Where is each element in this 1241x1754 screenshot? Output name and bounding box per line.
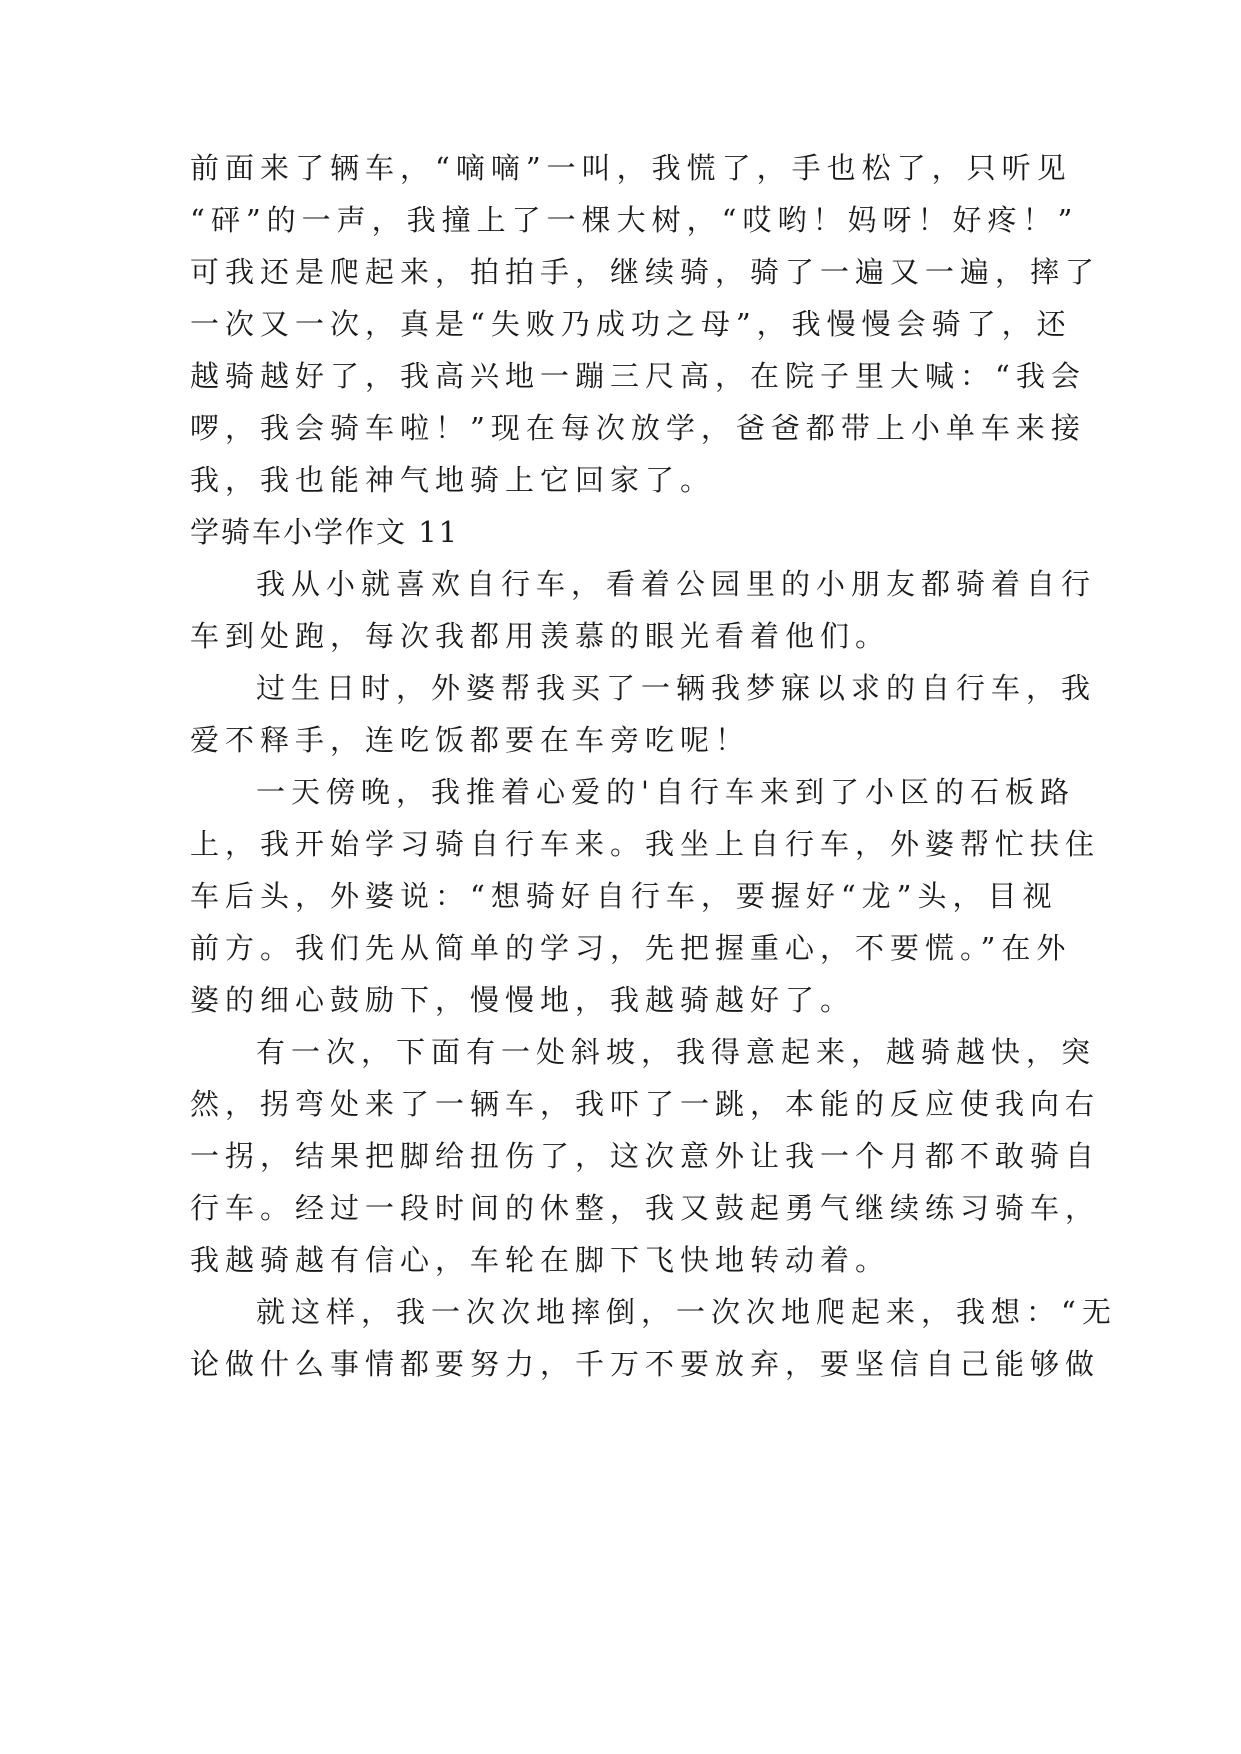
paragraph-line: “砰”的一声，我撞上了一棵大树，“哎哟！妈呀！好疼！” [190,203,1079,237]
paragraph-line: 然，拐弯处来了一辆车，我吓了一跳，本能的反应使我向右 [190,1087,1101,1121]
paragraph-line: 一天傍晚，我推着心爱的'自行车来到了小区的石板路 [256,775,1075,809]
paragraph-line: 前方。我们先从简单的学习，先把握重心，不要慌。”在外 [190,931,1072,965]
paragraph-line: 就这样，我一次次地摔倒，一次次地爬起来，我想：“无 [256,1295,1117,1329]
paragraph-line: 越骑越好了，我高兴地一蹦三尺高，在院子里大喊：“我会 [190,359,1086,393]
paragraph-line: 我从小就喜欢自行车，看着公园里的小朋友都骑着自行 [256,567,1097,601]
paragraph-line: 一次又一次，真是“失败乃成功之母”，我慢慢会骑了，还 [190,307,1072,341]
paragraph-line: 我越骑越有信心，车轮在脚下飞快地转动着。 [190,1243,891,1277]
paragraph-line: 爱不释手，连吃饭都要在车旁吃呢！ [190,723,751,757]
paragraph-line: 行车。经过一段时间的休整，我又鼓起勇气继续练习骑车， [190,1191,1101,1225]
section-title: 学骑车小学作文 11 [190,515,460,549]
paragraph-line: 啰，我会骑车啦！”现在每次放学，爸爸都带上小单车来接 [190,411,1086,445]
paragraph-line: 车到处跑，每次我都用羡慕的眼光看着他们。 [190,619,891,653]
paragraph-line: 一拐，结果把脚给扭伤了，这次意外让我一个月都不敢骑自 [190,1139,1101,1173]
paragraph-line: 前面来了辆车，“嘀嘀”一叫，我慌了，手也松了，只听见 [190,151,1072,185]
paragraph-line: 上，我开始学习骑自行车来。我坐上自行车，外婆帮忙扶住 [190,827,1101,861]
paragraph-line: 过生日时，外婆帮我买了一辆我梦寐以求的自行车，我 [256,671,1097,705]
paragraph-line: 有一次，下面有一处斜坡，我得意起来，越骑越快，突 [256,1035,1097,1069]
paragraph-line: 车后头，外婆说：“想骑好自行车，要握好“龙”头，目视 [190,879,1058,913]
paragraph-line: 可我还是爬起来，拍拍手，继续骑，骑了一遍又一遍，摔了 [190,255,1101,289]
paragraph-line: 婆的细心鼓励下，慢慢地，我越骑越好了。 [190,983,856,1017]
paragraph-line: 论做什么事情都要努力，千万不要放弃，要坚信自己能够做 [190,1347,1101,1381]
paragraph-line: 我，我也能神气地骑上它回家了。 [190,463,716,497]
